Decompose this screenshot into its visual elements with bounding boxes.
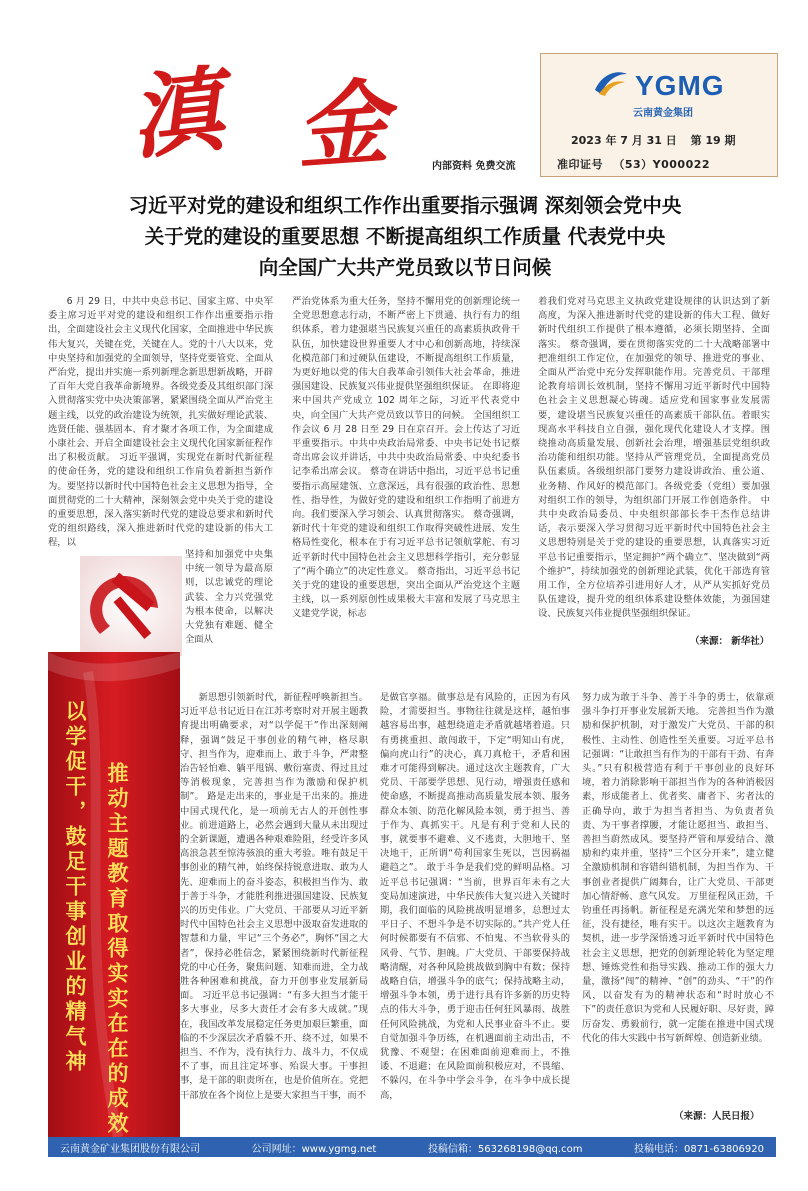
article2-column-1 [180,691,368,1127]
article1-text: 6 月 29 日，中共中央总书记、国家主席、中央军委主席习近平对党的建设和组织工作作出重要指示指出，全面建设社会主义现代化国家，全面推进中华民族伟大复兴，关键在党，关键在人。党的十八大以来，党中央坚持和加强党的全面领导，坚持党要管党、全面从严治党，提出并实施一系列新理念新思想新战略，开辟了百年大党自我革命新境界。各级党委及其组织部门深入贯彻落实党中央决策部署，紧紧围绕全面从严治党主题主线，以党的政治建设为统领，扎实做好理论武装、选贤任能、强基固本、育才聚才各项工作，为全面建成小康社会、开启全面建设社会主义现代化国家新征程作出了积极贡献。 习近平强调，实现党在新时代新征程的使命任务，党的建设和组织工作肩负着新担当新作为。要坚持以新时代中国特色社会主义思想为指导，全面贯彻党的二十大精神，深刻领会党中央关于党的建设的重要思想，深入落实新时代党的建设总要求和新时代党的组织路线，深入推进新时代党的建设新的伟大工程，以 [48,296,273,549]
article1-column-1-cont [185,548,273,658]
company-logo [593,62,733,122]
headline-line-3: 向全国广大共产党员致以节日问候 [258,256,552,279]
article1-column-1 [48,295,273,550]
logo-swoosh-icon [593,68,629,98]
article2-column-2 [380,691,570,1127]
logo-text: YGMG [635,70,725,101]
issue-line [571,132,746,148]
masthead-char-2: 金 [292,67,392,183]
footer-bar [48,1137,776,1157]
permit-line [557,156,716,172]
footer-email[interactable]: 投稿信箱：563268198@qq.com [427,1143,583,1155]
hammer-sickle-icon [80,556,182,656]
headline-line-2: 关于党的建设的重要思想 不断提高组织工作质量 代表党中央 [144,225,666,248]
article1-text: 着我们党对马克思主义执政党建设规律的认识达到了新高度，为深入推进新时代党的建设新的伟大工程、做好新时代组织工作提供了根本遵循，必须长期坚持、全面落实。 蔡奇强调，要在贯彻落实党的二十大战略部署中把准组织工作定位，在加强党的领导、推进党的事业、全面从严治党中充分发挥职能作用。完善党员、干部理论教育培训长效机制，坚持不懈用习近平新时代中国特色社会主义思想凝心铸魂。适应党和国家事业发展需要，建设堪当民族复兴重任的高素质干部队伍。着眼实现高水平科技自立自强，强化现代化建设人才支撑。围绕推动高质量发展、创新社会治理，增强基层党组织政治功能和组织功能。坚持从严管理党员，全面提高党员队伍素质。各级组织部门要努力建设讲政治、重公道、业务精、作风好的模范部门。各级党委（党组）要加强对组织工作的领导，为组织部门开展工作创造条件。 中共中央政治局委员、中央组织部部长李干杰作总结讲话，表示要深入学习贯彻习近平新时代中国特色社会主义思想特别是关于党的建设的重要思想，认真落实习近平总书记重要指示，坚定拥护“两个确立”、坚决做到“两个维护”，持续加强党的创新理论武装，优化干部选育管用工作，全方位培养引进用好人才，从严从实抓好党员队伍建设，提升党的组织体系建设整体效能，为强国建设、民族复兴伟业提供坚强组织保证。 [538,296,770,620]
article1-column-3 [538,295,770,630]
article1-text: 严治党体系为重大任务，坚持不懈用党的创新理论统一全党思想意志行动，不断严密上下贯通、执行有力的组织体系，着力建强堪当民族复兴重任的高素质执政骨干队伍，加快建设世界重要人才中心和创新高地，持续深化模范部门和过硬队伍建设，不断提高组织工作质量，为更好地以党的伟大自我革命引领伟大社会革命，推进强国建设、民族复兴伟业提供坚强组织保证。 在即将迎来中国共产党成立 102 周年之际，习近平代表党中央，向全国广大共产党员致以节日的问候。 全国组织工作会议 6 月 28 日至 29 日在京召开。会上传达了习近平重要指示。中共中央政治局常委、中央书记处书记蔡奇出席会议并讲话，中共中央政治局常委、中央纪委书记李希出席会议。 蔡奇在讲话中指出，习近平总书记重要指示高屋建瓴、立意深远，具有很强的政治性、思想性、指导性，为做好党的建设和组织工作指明了前进方向。我们要深入学习领会、认真贯彻落实。 蔡奇强调，新时代十年党的建设和组织工作取得突破性进展、发生格局性变化，根本在于有习近平总书记领航掌舵、有习近平新时代中国特色社会主义思想科学指引，充分彰显了“两个确立”的决定性意义。 蔡奇指出，习近平总书记关于党的建设的重要思想，突出全面从严治党这个主题主线，以一系列原创性成果极大丰富和发展了马克思主义建党学说，标志 [292,296,520,620]
masthead-char-1: 滇 [124,55,228,173]
permit-label: 准印证号 [557,158,603,171]
article1-column-2 [292,295,520,647]
slogan-line-1: 以学促干，鼓足干事创业的精气神 [63,700,87,1075]
masthead-title [124,55,420,188]
permit-code: （53）Y000022 [613,158,711,171]
slogan-line-2: 推动主题教育取得实实在在的成效 [105,762,129,1137]
issue-info-box [540,53,778,177]
issue-date: 2023 年 7 月 31 日 [571,134,677,147]
article2-text: 是做官享福。做事总是有风险的，正因为有风险，才需要担当。事物往往就是这样，越怕事越容易出事，越想绕道走矛盾就越堵着道。只有勇挑重担、敢闯敢干，下定“明知山有虎，偏向虎山行”的决心，真刀真枪干，矛盾和困难才可能得到解决。通过这次主题教育，广大党员、干部要学思想、见行动，增强责任感和使命感，不断提高推动高质量发展本领、服务群众本领、防范化解风险本领，勇于担当、善于作为、真抓实干。凡是有利于党和人民的事，就要事不避难、义不逃责，大胆地干、坚决地干，正所谓“苟利国家生死以，岂因祸福避趋之”。 敢于斗争是我们党的鲜明品格。习近平总书记强调：“当前，世界百年未有之大变局加速演进，中华民族伟大复兴进入关键时期，我们面临的风险挑战明显增多，总想过太平日子、不想斗争是不切实际的。”共产党人任何时候都要有不信邪、不怕鬼、不当软骨头的风骨、气节、胆魄。广大党员、干部要保持战略清醒，对各种风险挑战做到胸中有数；保持战略自信，增强斗争的底气；保持战略主动，增强斗争本领，勇于进行具有许多新的历史特点的伟大斗争，勇于迎击任何狂风暴雨、战胜任何风险挑战，为党和人民事业奋斗不止。要自觉加强斗争历练，在机遇面前主动出击，不犹豫、不观望；在困难面前迎难而上，不推诿、不退避；在风险面前积极应对，不畏缩、不躲闪，在斗争中学会斗争，在斗争中成长提高， [380,692,570,1101]
slogan-banner [48,652,180,1172]
article2-column-3 [582,691,774,1127]
article2-text: 新思想引领新时代，新征程呼唤新担当。习近平总书记近日在江苏考察时对开展主题教育提出明确要求，对“以学促干”作出深刻阐释，强调“鼓足干事创业的精气神，格尽职守、担当作为，迎难而上、敢于斗争，严肃整治告轻怕难、躺平甩锅、敷衍塞责、得过且过等消极现象，完善担当作为激励和保护机制”。 路是走出来的，事业是干出来的。推进中国式现代化，是一项前无古人的开创性事业。前进道路上，必然会遇到大量从未出现过的全新课题，遭遇各种艰难险阻，经受许多风高浪急甚至惊涛骇浪的重大考验。唯有鼓足干事创业的精气神，始终保持锐意进取、敢为人先、迎难而上的奋斗姿态，积极担当作为、敢于善于斗争，才能胜利推进强国建设、民族复兴的历史伟业。广大党员、干部要从习近平新时代中国特色社会主义思想中汲取奋发进取的智慧和力量，牢记“三个务必”，胸怀“国之大者”，保持必胜信念，紧紧围绕新时代新征程党的中心任务，聚焦问题、知难而进，全力战胜各种困难和挑战，奋力开创事业发展新局面。 习近平总书记强调：“有多大担当才能干多大事业，尽多大责任才会有多大成就。”现在，我国改革发展稳定任务更加艰巨繁重，面临的不少深层次矛盾躲不开、绕不过，如果不担当、不作为，没有执行力、战斗力，不仅成不了事，而且注定坏事、殆误大事。干事担事，是干部的职责所在，也是价值所在。党把干部放在各个岗位上是要大家担当干事，而不 [180,692,368,1101]
footer-website[interactable]: 公司网址：www.ygmg.net [251,1143,377,1155]
article2-text: 努力成为敢于斗争、善于斗争的勇士，依靠顽强斗争打开事业发展新天地。 完善担当作为激励和保护机制，对于激发广大党员、干部的积极性、主动性、创造性至关重要。习近平总书记强调：“让敢担当有作为的干部有干劲、有奔头。”只有积极营造有利于干事创业的良好环境，着力消除影响干部担当作为的各种消极因素，形成能者上、优者奖、庸者下、劣者汰的正确导向，敢于为担当者担当、为负责者负责、为干事者撑腰，才能让愿担当、敢担当、善担当蔚然成风。要坚持严管和厚爱结合、激励和约束并重，坚持“三个区分开来”，建立健全激励机制和容错纠错机制，为担当作为、干事创业者提供广阔舞台，让广大党员、干部更加心情舒畅、意气风发。 万里征程风正劲，千钧重任再扬帆。新征程是充满光荣和梦想的远征，没有捷径，唯有实干。以这次主题教育为契机，进一步学深悟透习近平新时代中国特色社会主义思想，把党的创新理论转化为坚定理想、锤炼党性和指导实践、推动工作的强大力量，激扬“闯”的精神、“创”的劲头、“干”的作风，以奋发有为的精神状态和“时时放心不下”的责任意识为党和人民履好职、尽好责，踔厉奋发、勇毅前行，就一定能在推进中国式现代化的伟大实践中书写新辉煌、创造新业绩。 [582,692,774,1044]
article2-source: （来源：人民日报） [674,1111,760,1122]
main-headline [30,190,780,283]
article1-text: 坚持和加强党中央集中统一领导为最高原则，以忠诚党的理论武装、全力兴党强党为根本使命，以解决大党独有难题、健全全面从 [185,549,273,646]
footer-org: 云南黄金矿业集团股份有限公司 [60,1143,200,1155]
headline-line-1: 习近平对党的建设和组织工作作出重要指示强调 深刻领会党中央 [128,194,682,217]
footer-phone: 投稿电话：0871-63806920 [634,1143,764,1155]
internal-note: 内部资料 免费交流 [432,161,516,172]
article1-source: （来源： 新华社） [690,636,770,647]
issue-number: 第 19 期 [690,134,736,147]
logo-subtitle: 云南黄金集团 [633,108,693,119]
